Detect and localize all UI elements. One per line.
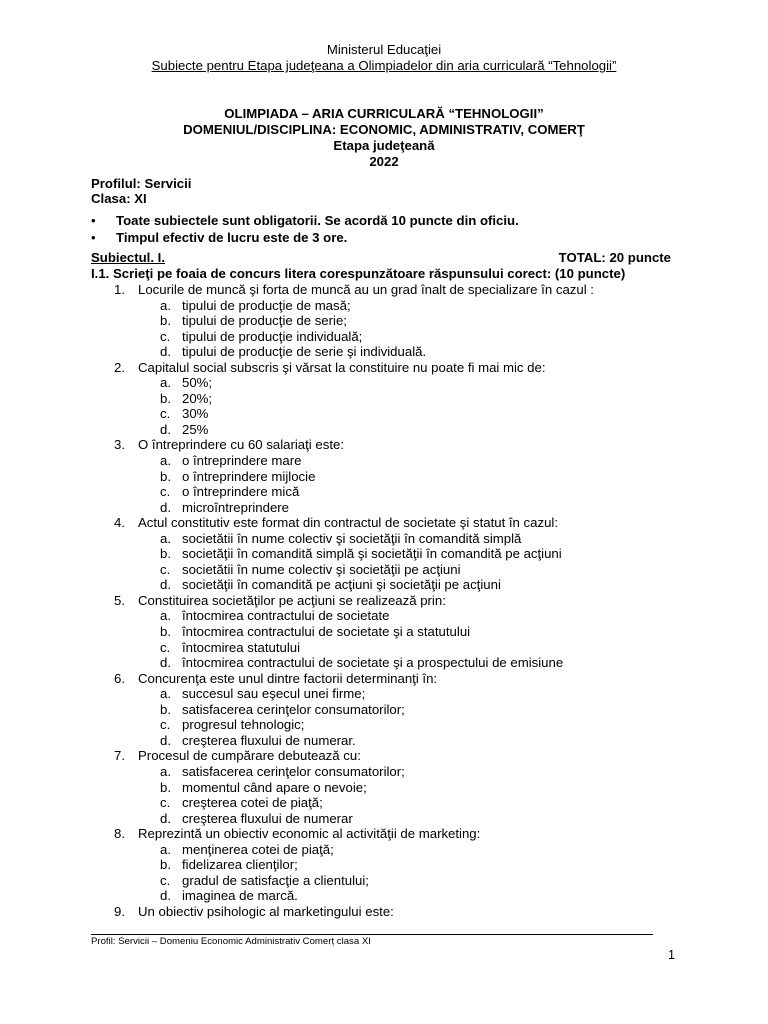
answer-option [114,562,694,578]
answer-option [114,329,694,345]
option-letter: d. [160,421,171,437]
subject-header [91,250,671,265]
answer-option [114,546,694,562]
option-letter: c. [160,484,171,500]
option-letter: d. [160,732,171,748]
answer-option [114,702,694,718]
option-text: progresul tehnologic; [182,717,305,733]
option-text: întocmirea contractului de societate şi a statutului [182,624,471,640]
answer-option [114,780,694,796]
answer-option [114,873,694,889]
option-letter: b. [160,313,171,329]
answer-option [114,344,694,360]
answer-option [114,733,694,749]
answer-option [114,313,694,329]
bullet-icon: • [91,230,96,245]
question-number: 7. [114,748,125,764]
answer-option [114,577,694,593]
subject-label: Subiectul. I. [91,250,166,265]
option-text: societăţii în comandită simplă şi societăţii în comandită pe acţiuni [182,546,562,562]
option-text: satisfacerea cerinţelor consumatorilor; [182,763,405,779]
answer-option [114,608,694,624]
option-letter: c. [160,872,171,888]
question-item [114,748,694,764]
option-text: tipului de producţie de masă; [182,297,351,313]
question-number: 1. [114,282,125,297]
subject-total: TOTAL: 20 puncte [558,250,671,265]
option-letter: a. [160,297,171,313]
option-letter: a. [160,530,171,546]
question-item [114,904,694,920]
answer-option [114,391,694,407]
answer-option [114,811,694,827]
answer-option [114,857,694,873]
ministry-header: Ministerul Educaţiei [326,42,442,57]
question-text: Actul constitutiv este format din contractul de societate şi statut în cazul: [138,515,559,531]
option-letter: c. [160,406,171,422]
class-label: Clasa: XI [91,191,147,206]
option-letter: b. [160,546,171,562]
option-text: o întreprindere mare [182,453,302,469]
option-text: societăţii în comandită pe acţiuni şi societăţii pe acţiuni [182,577,501,593]
option-text: menţinerea cotei de piaţă; [182,841,334,857]
option-letter: b. [160,390,171,406]
option-text: tipului de producţie de serie şi individuală. [182,344,427,360]
option-letter: a. [160,841,171,857]
option-letter: b. [160,624,171,640]
question-text: Constituirea societăţilor pe acţiuni se realizează prin: [138,592,446,608]
option-text: o întreprindere mijlocie [182,468,316,484]
option-letter: d. [160,655,171,671]
title-year: 2022 [369,154,399,169]
option-text: creşterea cotei de piaţă; [182,795,323,811]
question-number: 5. [114,592,125,608]
question-number: 4. [114,515,125,531]
option-letter: b. [160,857,171,873]
answer-option [114,375,694,391]
option-text: microîntreprindere [182,499,290,515]
option-letter: a. [160,763,171,779]
answer-option [114,453,694,469]
answer-option [114,686,694,702]
option-text: satisfacerea cerinţelor consumatorilor; [182,701,405,717]
answer-option [114,298,694,314]
answer-option [114,795,694,811]
option-text: întocmirea contractului de societate şi a prospectului de emisiune [182,655,564,671]
answer-option [114,484,694,500]
answer-option [114,640,694,656]
option-text: creşterea fluxului de numerar [182,810,353,826]
answer-option [114,717,694,733]
answer-option [114,842,694,858]
answer-option [114,624,694,640]
question-text: Procesul de cumpărare debutează cu: [138,748,361,764]
option-letter: d. [160,577,171,593]
option-letter: c. [160,561,171,577]
page-number: 1 [668,948,675,962]
answer-option [114,764,694,780]
option-text: momentul când apare o nevoie; [182,779,367,795]
option-text: o întreprindere mică [182,484,300,500]
option-letter: a. [160,375,171,391]
option-letter: a. [160,608,171,624]
option-letter: d. [160,810,171,826]
question-number: 2. [114,359,125,375]
option-letter: d. [160,499,171,515]
question-text: Un obiectiv psihologic al marketingului este: [138,903,394,919]
title-line-3: Etapa judeţeană [333,138,435,153]
question-number: 9. [114,903,125,919]
option-letter: c. [160,639,171,655]
footer-divider [91,934,653,935]
question-item [114,360,694,376]
option-letter: c. [160,328,171,344]
option-text: tipului de producţie individuală; [182,328,363,344]
answer-option [114,531,694,547]
question-list [114,282,694,919]
bullet-icon: • [91,213,96,228]
option-text: creşterea fluxului de numerar. [182,732,356,748]
option-text: societătii în nume colectiv şi societăţii pe acţiuni [182,561,461,577]
option-letter: d. [160,344,171,360]
rule-text: Timpul efectiv de lucru este de 3 ore. [116,230,348,245]
option-letter: a. [160,686,171,702]
option-text: 30% [182,406,209,422]
question-number: 8. [114,826,125,842]
footer-text: Profil: Servicii – Domeniu Economic Administrativ Comerț clasa XI [91,936,371,947]
title-line-2: DOMENIUL/DISCIPLINA: ECONOMIC, ADMINISTRATIV, COMERŢ [183,122,585,137]
profile-label: Profilul: Servicii [91,176,192,191]
question-text: Capitalul social subscris şi vărsat la constituire nu poate fi mai mic de: [138,359,546,375]
question-item [114,515,694,531]
question-item [114,437,694,453]
option-text: 25% [182,421,209,437]
option-text: fidelizarea clienţilor; [182,857,298,873]
question-item [114,826,694,842]
option-letter: c. [160,795,171,811]
option-letter: b. [160,779,171,795]
rule-item [91,229,691,246]
option-text: 20%; [182,390,213,406]
option-letter: a. [160,453,171,469]
answer-option [114,888,694,904]
option-text: întocmirea contractului de societate [182,608,390,624]
option-text: întocmirea statutului [182,639,301,655]
option-text: gradul de satisfacţie a clientului; [182,872,369,888]
rule-item [91,212,691,229]
answer-option [114,406,694,422]
question-text: Reprezintă un obiectiv economic al activităţii de marketing: [138,826,481,842]
answer-option [114,500,694,516]
question-item [114,282,694,298]
rule-text: Toate subiectele sunt obligatorii. Se acordă 10 puncte din oficiu. [116,213,519,228]
option-letter: c. [160,717,171,733]
question-text: Concurenţa este unul dintre factorii determinanţi în: [138,670,438,686]
rules-list [91,212,691,246]
question-number: 3. [114,437,125,453]
answer-option [114,422,694,438]
title-line-1: OLIMPIADA – ARIA CURRICULARĂ “TEHNOLOGII” [224,106,544,121]
question-item [114,671,694,687]
option-text: imaginea de marcă. [182,888,298,904]
instruction-text: I.1. Scrieţi pe foaia de concurs litera corespunzătoare răspunsului corect: (10 puncte) [91,266,626,281]
option-letter: b. [160,468,171,484]
answer-option [114,655,694,671]
question-number: 6. [114,670,125,686]
option-letter: b. [160,701,171,717]
answer-option [114,469,694,485]
olympiad-subtitle: Subiecte pentru Etapa judeţeana a Olimpiadelor din aria curriculară “Tehnologii” [151,58,617,73]
question-text: O întreprindere cu 60 salariaţi este: [138,437,344,453]
option-letter: d. [160,888,171,904]
option-text: 50%; [182,375,213,391]
question-item [114,593,694,609]
option-text: succesul sau eşecul unei firme; [182,686,366,702]
option-text: societătii în nume colectiv şi societăţii în comandită simplă [182,530,522,546]
question-text: Locurile de muncă şi forta de muncă au un grad înalt de specializare în cazul : [138,282,594,297]
option-text: tipului de producţie de serie; [182,313,347,329]
